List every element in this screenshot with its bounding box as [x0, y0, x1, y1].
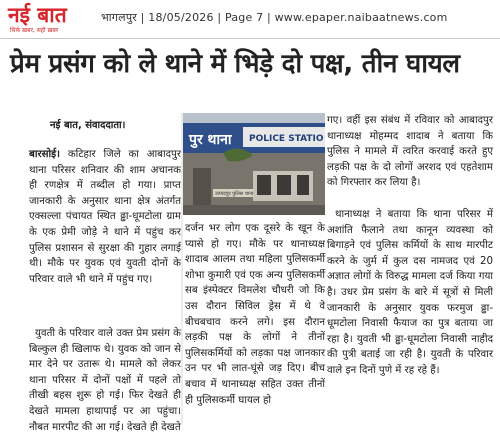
- article-column-3-continued: [327, 207, 493, 379]
- article-byline: नई बात, संवाददाता।: [50, 120, 126, 131]
- masthead: [0, 0, 500, 38]
- logo-text: नई बात: [8, 3, 67, 27]
- column-2-paragraph: दर्जन भर लोग एक दूसरे के खून के प्यासे हो गए। मौके पर थानाध्यक्ष शादाब आलम तथा महिला पुलिसकर्मी शोभा कुमारी एवं एक अन्य पुलिसकर्मी सब इंस्पेक्टर विमलेश चौधरी जो कि उस दौरान सिविल ड्रेस में थे वे बीचबचाव करने लगे। इस दौरान लड़की पक्ष के लोगों ने तीनों पुलिसकर्मियों को लड़का पक्ष जानकार उन पर भी लात-घूंसे जड़ दिए। बीच बचाव में थानाध्यक्ष सहित उक्त तीनों ही पुलिसकर्मी घायल हो: [185, 223, 325, 406]
- article-column-1-continued: [29, 326, 181, 435]
- article-column-1: [29, 147, 181, 287]
- newspaper-logo[interactable]: [8, 4, 84, 34]
- masthead-divider: [0, 38, 500, 39]
- column-1-paragraph-1: [29, 147, 181, 287]
- column-3-paragraph-1: गए। वहीं इस संबंध में रविवार को आबादपुर थानाध्यक्ष मोहम्मद शादाब ने बताया कि पुलिस ने मामले में त्वरित करवाई करते हुए लड़की पक्ष के दो लोगों अरशद एवं एहतेशाम को गिरफ्तार कर लिया है।: [327, 115, 493, 189]
- column-1-text: कटिहार जिले का आबादपुर थाना परिसर शनिवार की शाम अचानक ही रणक्षेत्र में तब्दील हो गया। प्राप्त जानकारी के अनुसार थाना क्षेत्र अंतर्गत एक्सल्ला पंचायत स्थित ढ्ढा-धूमटोला ग्राम के एक प्रेमी जोड़े ने थाने में पहुंच कर पुलिस प्रशासन से सुरक्षा की गुहार लगाई थी। मौके पर युवक एवं युवती दोनों के परिवार वाले भी थाने में पहुंच गए।: [29, 149, 181, 285]
- article-headline: प्रेम प्रसंग को ले थाने में भिड़े दो पक्ष, तीन घायल: [10, 49, 460, 79]
- edition-line: भागलपुर | 18/05/2026 | Page 7 | www.epaper.naibaatnews.com: [101, 11, 448, 24]
- sign-text-english: POLICE STATIO: [249, 134, 324, 144]
- dateline: बारसोई।: [29, 149, 61, 160]
- logo-tagline: सिर्फ़ ख़बर, सही ख़बर: [10, 27, 59, 34]
- sign-text-hindi: पुर थाना: [189, 132, 232, 148]
- column-3-paragraph-2: थानाध्यक्ष ने बताया कि थाना परिसर में अशांति फैलाने तथा कानून व्यवस्था को बिगाड़ने एवं पुलिस कर्मियों के साथ मारपीट करने के जुर्म में कुल दस नामजद एवं 20 अज्ञात लोगों के विरुद्ध मामला दर्ज किया गया है। उधर प्रेम प्रसंग के बारे में सूत्रों से मिली जानकारी के अनुसार युवक फरमुज ढ्ढा-धूमटोला निवासी फैयाज का पुत्र बताया जा रहा है। युवती भी ढ्ढा-धूमटोला निवासी नाहीद की पुत्री बताई जा रही है। युवती के परिवार वाले इन दिनों पुणे में रह रहे हैं।: [327, 209, 493, 376]
- column-1-paragraph-2: युवती के परिवार वाले उक्त प्रेम प्रसंग के बिल्कुल ही खिलाफ थे। युवक को जान से मार देने पर उतारू थे। मामले को लेकर थाना परिसर में दोनों पक्षों में पहले तो तीखी बहस शुरू हो गई। फिर देखते ही देखते मामला हाथापाई पर आ पहुंचा। नौबत मारपीट की आ गई। देखते ही देखते: [29, 328, 181, 433]
- police-station-photo: [183, 113, 325, 215]
- article-column-3: [327, 113, 493, 191]
- sign-subtext: उत्पादपुर पुलिस थाना: [215, 191, 254, 197]
- article-column-2: [185, 221, 325, 408]
